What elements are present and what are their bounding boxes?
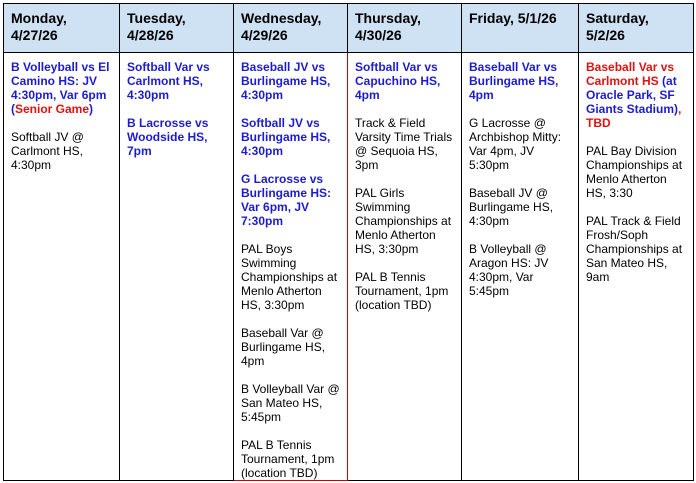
- day-name: Monday,: [11, 10, 67, 26]
- events-cell-saturday: [579, 53, 694, 481]
- home-game-entry: [127, 60, 229, 102]
- event-text: G Lacrosse @ Archbishop Mitty: Var 4pm, JV 5:30pm: [469, 116, 562, 172]
- day-date: 4/30/26: [355, 27, 402, 43]
- event-entry: [11, 130, 115, 172]
- event-text: PAL Track & Field Frosh/Soph Championships at San Mateo HS, 9am: [586, 214, 683, 284]
- events-cell-friday: [462, 53, 579, 481]
- day-date: 4/29/26: [241, 27, 288, 43]
- day-name: Saturday,: [586, 10, 649, 26]
- home-game-text: Softball Var vs Carlmont HS, 4:30pm: [127, 60, 210, 102]
- event-text: B Volleyball @ Aragon HS: JV 4:30pm, Var 5:45pm: [469, 242, 549, 298]
- home-game-entry: [355, 60, 457, 102]
- home-game-text: Softball JV vs Burlingame HS, 4:30pm: [241, 116, 331, 158]
- weekly-schedule-table: [3, 3, 694, 481]
- home-game-text: ): [89, 102, 94, 116]
- home-game-entry: [241, 172, 343, 228]
- event-text: PAL Girls Swimming Championships at Menlo Atherton HS, 3:30pm: [355, 186, 452, 256]
- home-game-text: B Volleyball vs El Camino HS: JV 4:30pm, Var 6pm (: [11, 60, 110, 116]
- event-entry: [355, 186, 457, 256]
- event-text: Softball JV @ Carlmont HS, 4:30pm: [11, 130, 84, 172]
- event-entry: [241, 382, 343, 424]
- day-name: Thursday,: [355, 10, 421, 26]
- day-header-tuesday: [120, 4, 234, 53]
- day-date: 5/2/26: [586, 27, 625, 43]
- event-text: PAL Boys Swimming Championships at Menlo Atherton HS, 3:30pm: [241, 242, 338, 312]
- day-header-wednesday: [234, 4, 348, 53]
- event-text: Track & Field Varsity Time Trials @ Sequoia HS, 3pm: [355, 116, 453, 172]
- home-game-text: Softball Var vs Capuchino HS, 4pm: [355, 60, 441, 102]
- home-game-entry: [241, 116, 343, 158]
- event-entry: [241, 438, 343, 480]
- event-text: B Volleyball Var @ San Mateo HS, 5:45pm: [241, 382, 340, 424]
- featured-text: , TBD: [586, 102, 682, 130]
- day-name: Tuesday,: [127, 10, 186, 26]
- event-text: PAL B Tennis Tournament, 1pm (location TBD): [355, 270, 449, 312]
- events-row: [4, 53, 694, 481]
- day-header-friday: [462, 4, 579, 53]
- event-entry: [586, 214, 689, 284]
- events-cell-tuesday: [120, 53, 234, 481]
- events-cell-monday: [4, 53, 120, 481]
- event-entry: [355, 116, 457, 172]
- home-game-entry: [241, 60, 343, 102]
- event-entry: [586, 144, 689, 200]
- day-name: Friday, 5/1/26: [469, 10, 557, 26]
- home-game-text: B Lacrosse vs Woodside HS, 7pm: [127, 116, 209, 158]
- day-name: Wednesday,: [241, 10, 322, 26]
- events-cell-thursday: [348, 53, 462, 481]
- event-text: PAL B Tennis Tournament, 1pm (location TBD): [241, 438, 335, 480]
- day-header-row: [4, 4, 694, 53]
- day-date: 4/28/26: [127, 27, 174, 43]
- home-game-entry: [469, 60, 574, 102]
- event-entry: [469, 186, 574, 228]
- featured-game-entry: [586, 60, 689, 130]
- day-header-saturday: [579, 4, 694, 53]
- home-game-text: G Lacrosse vs Burlingame HS: Var 6pm, JV 7:30pm: [241, 172, 332, 228]
- event-text: Baseball JV @ Burlingame HS, 4:30pm: [469, 186, 554, 228]
- home-game-entry: [11, 60, 115, 116]
- day-header-monday: [4, 4, 120, 53]
- event-text: PAL Bay Division Championships at Menlo Atherton HS, 3:30: [586, 144, 683, 200]
- home-game-entry: [127, 116, 229, 158]
- event-entry: [355, 270, 457, 312]
- featured-text: Baseball Var vs Carlmont HS: [586, 60, 675, 88]
- day-header-thursday: [348, 4, 462, 53]
- event-entry: [241, 326, 343, 368]
- event-text: Baseball Var @ Burlingame HS, 4pm: [241, 326, 326, 368]
- event-entry: [469, 242, 574, 298]
- home-game-text: (at Oracle Park, SF Giants Stadium): [586, 74, 679, 116]
- events-cell-wednesday: [234, 53, 348, 481]
- day-date: 4/27/26: [11, 27, 58, 43]
- event-entry: [469, 116, 574, 172]
- home-game-text: Baseball JV vs Burlingame HS, 4:30pm: [241, 60, 331, 102]
- home-game-text: Baseball Var vs Burlingame HS, 4pm: [469, 60, 559, 102]
- featured-text: Senior Game: [15, 102, 90, 116]
- event-entry: [241, 242, 343, 312]
